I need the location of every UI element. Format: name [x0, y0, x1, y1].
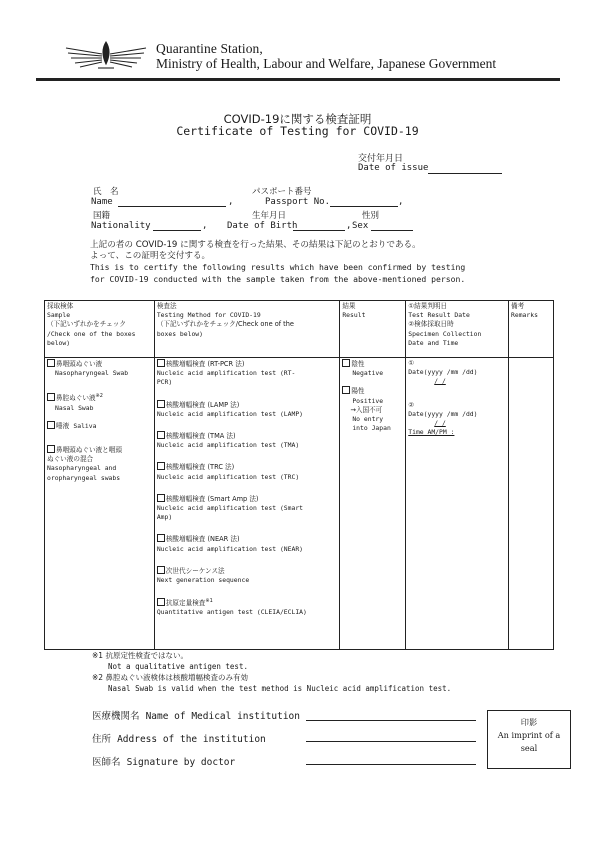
dob-label: Date of Birth — [227, 221, 298, 231]
date-of-issue-label: Date of issue — [358, 163, 429, 173]
sex-field[interactable] — [371, 230, 413, 231]
doctor-signature-field[interactable] — [306, 764, 476, 765]
sample-option-nasal — [47, 392, 152, 403]
seal-label-en-cont: seal — [520, 743, 538, 753]
result-header-en: Result — [342, 311, 366, 320]
sex-label-ja: 性別 — [362, 211, 380, 221]
test-results-table — [44, 300, 554, 650]
method-label-en: Quantitative antigen test (CLEIA/ECLIA) — [156, 608, 307, 617]
footnote-mark: ※1 — [205, 598, 213, 605]
passport-label-ja: パスポート番号 — [252, 187, 312, 197]
result-header-ja: 結果 — [342, 302, 356, 310]
collection-date-format: Date(yyyy /mm /dd) — [408, 409, 478, 418]
method-option — [157, 494, 338, 504]
table-row — [45, 358, 554, 650]
footnote-1-ja: ※1 抗原定性検査ではない。 — [92, 651, 188, 660]
seal-box[interactable] — [487, 710, 571, 769]
collection-time-field[interactable]: Time AM/PM : — [408, 428, 455, 437]
title-japanese: COVID-19に関する検査証明 — [223, 112, 372, 126]
smart-amp-checkbox[interactable] — [157, 494, 165, 502]
dob-label-ja: 生年月日 — [252, 211, 287, 221]
method-option — [157, 359, 338, 369]
institution-label-ja: 医療機関名 — [92, 711, 140, 722]
sample-label-en-cont: oropharyngeal swabs — [47, 473, 121, 482]
doctor-label — [92, 754, 235, 768]
sample-header-en: Sample — [47, 311, 71, 320]
header-rule — [36, 78, 560, 81]
sample-label-en: Nasal Swab — [55, 403, 94, 412]
method-label: 核酸増幅検査 (Smart Amp 法) — [165, 494, 259, 503]
method-option — [157, 534, 338, 544]
method-label: 抗原定量検査 — [165, 599, 206, 608]
saliva-checkbox[interactable] — [47, 421, 55, 429]
address-label — [92, 731, 266, 745]
sample-label: 鼻腔ぬぐい液 — [56, 394, 96, 403]
name-label-ja: 氏 名 — [93, 187, 119, 197]
seal-label-en: An imprint of a — [497, 730, 561, 740]
method-label-en: Nucleic acid amplification test (TMA) — [156, 441, 300, 450]
near-checkbox[interactable] — [157, 534, 165, 542]
org-name-line1: Quarantine Station, — [156, 41, 263, 56]
address-label-ja: 住所 — [92, 734, 112, 745]
mixed-swab-checkbox[interactable] — [47, 445, 55, 453]
date-header — [406, 301, 509, 358]
method-label: 核酸増幅検査 (RT-PCR 法) — [165, 360, 245, 368]
sex-label: Sex — [352, 221, 369, 231]
method-label-en: Next generation sequence — [156, 576, 250, 585]
passport-label: Passport No. — [265, 197, 331, 207]
date-header-l2: Test Result Date — [408, 311, 470, 320]
statement-ja-line1: 上記の者の COVID-19 に関する検査を行った結果、その結果は下記のとおりである。 — [90, 240, 421, 250]
table-header-row — [45, 301, 554, 358]
date-header-l5: Date and Time — [408, 338, 459, 347]
org-name-line2: Ministry of Health, Labour and Welfare, Japanese Government — [156, 56, 497, 71]
name-comma: , — [228, 197, 234, 207]
result-date-format: Date(yyyy /mm /dd) — [408, 368, 478, 377]
collection-date-marker: ② — [408, 400, 415, 409]
passport-comma: , — [398, 197, 404, 207]
sample-header-note-ja: （下記いずれかをチェック — [47, 320, 126, 329]
result-option-negative — [342, 359, 403, 369]
sample-header-note-end: below) — [47, 338, 71, 347]
remarks-cell[interactable] — [509, 358, 554, 650]
method-option — [157, 400, 338, 410]
nasopharyngeal-checkbox[interactable] — [47, 359, 55, 367]
dob-comma: , — [346, 221, 352, 231]
sample-option-saliva — [47, 421, 152, 431]
method-header-en: Testing Method for COVID-19 — [156, 311, 261, 320]
dob-field[interactable] — [293, 230, 345, 231]
sample-label-en: Saliva — [73, 421, 97, 430]
method-option — [157, 597, 338, 608]
result-date-field[interactable]: / / — [434, 377, 446, 386]
result-label-en: Positive — [352, 396, 384, 405]
address-field[interactable] — [306, 741, 476, 742]
name-field[interactable] — [118, 206, 226, 207]
result-label: 陰性 — [351, 360, 365, 368]
antigen-checkbox[interactable] — [157, 598, 165, 606]
date-of-issue-field[interactable] — [428, 173, 502, 174]
institution-label — [92, 708, 300, 722]
method-label: 次世代シーケンス法 — [165, 566, 225, 575]
result-cell — [340, 358, 406, 650]
statement-en-line2: for COVID-19 conducted with the sample taken from the above-mentioned person. — [90, 273, 466, 284]
winged-emblem-icon — [62, 38, 150, 74]
date-header-l4: Specimen Collection — [408, 329, 482, 338]
method-label-en-cont: PCR) — [156, 378, 173, 387]
result-header — [340, 301, 406, 358]
institution-label-en: Name of Medical institution — [145, 711, 300, 722]
no-entry-ja: →入国不可 — [350, 405, 383, 414]
method-option — [157, 462, 338, 472]
result-label-en: Negative — [352, 369, 384, 378]
institution-field[interactable] — [306, 720, 476, 721]
method-label: 核酸増幅検査 (TRC 法) — [165, 463, 235, 472]
result-label: 陽性 — [351, 387, 365, 396]
seal-label-ja: 印影 — [520, 717, 538, 727]
sample-label-en: Nasopharyngeal and — [47, 464, 117, 473]
ngs-checkbox[interactable] — [157, 566, 165, 574]
sample-cell — [45, 358, 155, 650]
sample-header-ja: 採取検体 — [47, 302, 74, 310]
address-label-en: Address of the institution — [117, 734, 266, 745]
method-label-en-cont: Amp) — [156, 513, 173, 522]
name-label: Name — [91, 197, 113, 207]
result-option-positive — [342, 386, 403, 396]
negative-checkbox[interactable] — [342, 359, 350, 367]
remarks-header-ja: 備考 — [511, 302, 525, 310]
positive-checkbox[interactable] — [342, 386, 350, 394]
nationality-comma: , — [202, 221, 208, 231]
statement-ja-line2: よって、この証明を交付する。 — [90, 251, 211, 262]
footnote-2-en: Nasal Swab is valid when the test method is Nucleic acid amplification test. — [108, 684, 452, 693]
method-label-en: Nucleic acid amplification test (LAMP) — [156, 409, 304, 418]
nationality-label: Nationality — [91, 221, 151, 231]
sample-option-nasopharyngeal — [47, 359, 152, 369]
tma-checkbox[interactable] — [157, 431, 165, 439]
method-header-ja: 検査法 — [156, 302, 177, 310]
trc-checkbox[interactable] — [157, 462, 165, 470]
footnote-1-en: Not a qualitative antigen test. — [108, 662, 248, 671]
lamp-checkbox[interactable] — [157, 400, 165, 408]
date-of-issue-label-ja: 交付年月日 — [358, 154, 404, 164]
footnotes — [92, 650, 451, 694]
method-cell — [154, 358, 340, 650]
method-label: 核酸増幅検査 (TMA 法) — [165, 432, 236, 441]
no-entry-en: No entry — [352, 415, 384, 424]
sample-label-cont: ぬぐい液の混合 — [47, 455, 94, 464]
method-label-en: Nucleic acid amplification test (RT- — [156, 369, 296, 378]
no-entry-en-cont: into Japan — [352, 424, 391, 433]
method-option — [157, 566, 338, 576]
remarks-header — [509, 301, 554, 358]
collection-date-field[interactable]: / / — [434, 419, 446, 428]
method-label-en: Nucleic acid amplification test (NEAR) — [156, 544, 304, 553]
sample-label: 唾液 — [56, 421, 70, 430]
method-label: 核酸増幅検査 (LAMP 法) — [165, 400, 240, 409]
sample-option-mixed — [47, 445, 152, 455]
nasal-swab-checkbox[interactable] — [47, 393, 55, 401]
method-header-note: （下記いずれかをチェック/Check one of the — [156, 320, 294, 329]
sample-label: 鼻咽頭ぬぐい液と咽頭 — [56, 446, 122, 455]
footnote-mark: ※2 — [95, 393, 103, 400]
footnote-2-ja: ※2 鼻腔ぬぐい液検体は核酸増幅検査のみ有効 — [92, 673, 248, 682]
method-label: 核酸増幅検査 (NEAR 法) — [165, 535, 240, 544]
remarks-header-en: Remarks — [511, 311, 538, 320]
doctor-label-en: Signature by doctor — [126, 757, 236, 768]
method-option — [157, 431, 338, 441]
date-header-l1: ①結果判明日 — [408, 302, 448, 310]
title-english: Certificate of Testing for COVID-19 — [176, 124, 419, 138]
nationality-field[interactable] — [153, 230, 201, 231]
statement-en-line1: This is to certify the following results which have been confirmed by testing — [90, 262, 466, 273]
method-label-en: Nucleic acid amplification test (Smart — [156, 504, 304, 513]
date-cell — [406, 358, 509, 650]
method-header — [154, 301, 340, 358]
method-label-en: Nucleic acid amplification test (TRC) — [156, 472, 300, 481]
sample-label: 鼻咽頭ぬぐい液 — [56, 360, 103, 368]
result-date-marker: ① — [408, 359, 415, 367]
doctor-label-ja: 医師名 — [92, 757, 121, 768]
sample-header-note-en: /Check one of the boxes — [47, 329, 136, 338]
passport-field[interactable] — [330, 206, 398, 207]
certification-statement — [90, 240, 530, 285]
rt-pcr-checkbox[interactable] — [157, 359, 165, 367]
sample-label-en: Nasopharyngeal Swab — [55, 369, 129, 378]
method-header-note-end: boxes below) — [156, 329, 203, 338]
sample-header — [45, 301, 155, 358]
date-header-l3: ②検体採取日時 — [408, 320, 454, 329]
nationality-label-ja: 国籍 — [93, 211, 111, 221]
